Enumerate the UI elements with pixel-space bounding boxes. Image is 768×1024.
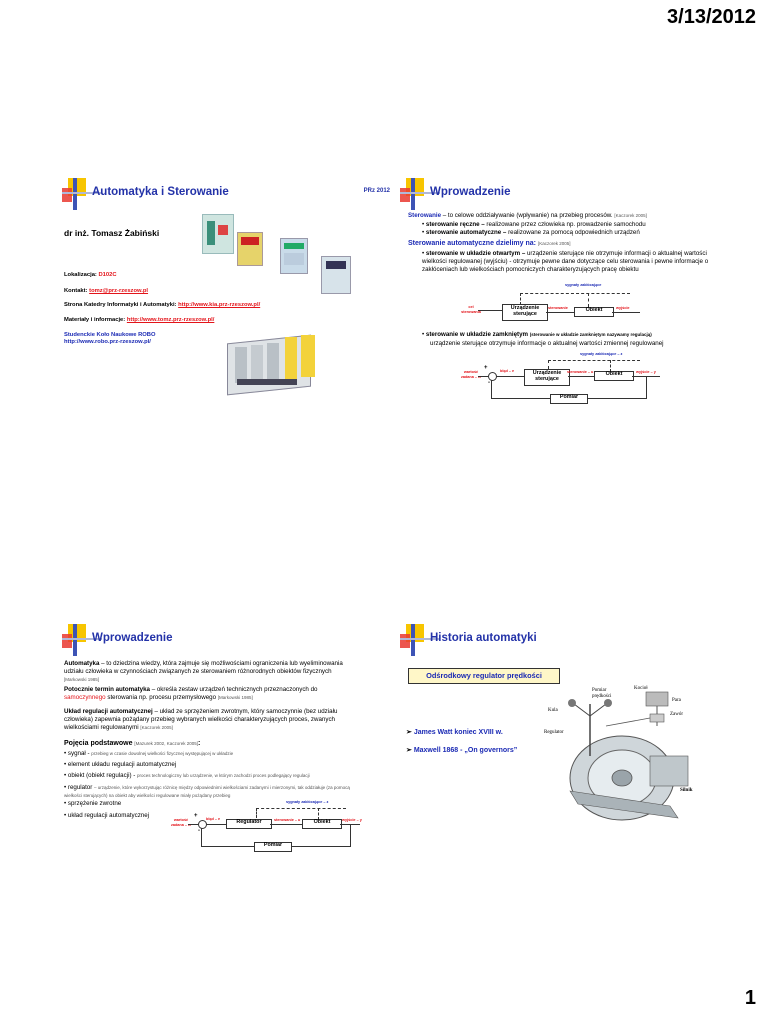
slide-tag: PRz 2012	[363, 188, 390, 194]
materials-url-link[interactable]: http://www.tomz.prz-rzeszow.pl/	[126, 317, 215, 323]
closed-loop-note: (sterowanie w układzie zamkniętym nazywamy regulacją)	[529, 332, 652, 337]
para-potocznie-text1: – określa zestaw urządzeń technicznych przeznaczonych do	[149, 686, 318, 693]
label-kociol: Kocioł	[634, 686, 648, 691]
concept-signal-label: sygnał -	[67, 750, 90, 757]
minus-sign: -	[198, 828, 200, 834]
concept-object: • obiekt (obiekt regulacji) - proces technologiczny lub urządzenie, w którym zachodzi proces podlegający regulacji	[64, 772, 310, 779]
slide-title: Wprowadzenie	[430, 186, 511, 198]
bullet-manual-term: sterowanie ręczne –	[425, 221, 485, 228]
para-automatyka-ref: [Markowski 1985]	[64, 676, 100, 682]
arrow-icon: ➢	[406, 729, 414, 736]
slide-title-page	[62, 178, 392, 418]
para-potocznie-term: Potocznie termin automatyka	[64, 686, 150, 693]
contact-label: Kontakt:	[64, 288, 88, 294]
minus-sign: -	[488, 380, 490, 386]
slide-title: Wprowadzenie	[92, 632, 173, 644]
location-line	[64, 272, 117, 279]
plant-block: Obiekt	[574, 307, 614, 317]
slide-title: Automatyka i Sterowanie	[92, 186, 229, 198]
bullet-manual-text: realizowane przez człowieka np. prowadzenie samochodu	[484, 221, 646, 228]
dept-line	[64, 302, 260, 309]
setpoint-label: wartość zadana – w	[170, 818, 192, 827]
contact-line	[64, 288, 148, 295]
bullet-automatic-text: realizowane za pomocą odpowiednich urządzeń	[506, 229, 640, 236]
output-label: wyjście – y	[636, 370, 656, 374]
materials-line	[64, 317, 214, 324]
para-potocznie-text2: sterowania np. procesu przemysłowego	[105, 693, 217, 701]
history-item-watt	[406, 729, 503, 738]
definition	[408, 212, 708, 220]
bullet-closed-loop: • sterowanie w układzie zamkniętym (sterowanie w układzie zamkniętym nazywamy regulacją)	[422, 331, 652, 338]
location-label: Lokalizacja:	[64, 272, 97, 278]
slide-introduction-1	[400, 178, 730, 418]
disturb-label: sygnały zakłócające – z	[286, 800, 329, 804]
concept-feedback-label: sprzężenie zwrotne	[67, 800, 122, 807]
bullet-automatic-term: sterowanie automatyczne –	[425, 229, 507, 236]
page-number: 1	[744, 987, 756, 1009]
history-item-maxwell-text: Maxwell 1868 - „On governors”	[413, 747, 518, 754]
contact-email-link[interactable]: tomz@prz-rzeszow.pl	[89, 288, 149, 294]
concept-object-note: proces technologiczny lub urządzenie, w którym zachodzi proces podlegający regulacji	[137, 773, 310, 778]
location-value: D102C	[98, 272, 117, 278]
para-automatyka-text: – to dziedzina wiedzy, która zajmuje się możliwościami ograniczenia lub wyeliminowania udziału człowieka w czynnościach związanych ze sterowaniem różnorodnych obiektów fizycznych	[64, 660, 343, 675]
definition-ref: [Kaczorek 2005]	[614, 213, 647, 218]
concept-signal: • sygnał - przebieg w czasie dowolnej wielkości fizycznej występującej w układzie	[64, 750, 234, 757]
history-item-maxwell	[406, 747, 517, 756]
concept-regulator: • regulator – urządzenie, które wykorzystując różnicę między odpowiednimi wielkościami zadanymi i mierzonymi, tak oddziałuje (za pomocą wielkości sterujących) na obiekt aby wielkości regulowane miały pożądany przebieg	[64, 784, 350, 798]
concept-regulator-label: regulator	[67, 784, 93, 791]
para-potocznie-ref: [Markowski 1985]	[217, 694, 253, 700]
bullet-open-loop: • sterowanie w układzie otwartym – urządzenie sterujące nie otrzymuje informacji o aktualnej wartości wielkości regulowanej (wyjściu) - otrzymuje pewne dane dotyczące celu sterowania i pewne informacje o zakłóceniach lub wielkościach pomocniczych charakteryzujących pracę obiektu	[422, 250, 709, 273]
closed-loop-term: sterowanie w układzie zamkniętym	[425, 331, 529, 338]
output-label: wyjście – y	[342, 818, 362, 822]
club-url[interactable]: http://www.robo.prz-rzeszow.pl/	[64, 339, 151, 345]
plus-sign: +	[484, 365, 488, 371]
materials-label: Materiały i informacje:	[64, 317, 126, 323]
governor-illustration	[550, 686, 700, 826]
concept-regulator-note: – urządzenie, które wykorzystując różnicę między odpowiednimi wielkościami zadanymi i mierzonymi, tak oddziałuje (za pomocą wielkości sterujących) na obiekt aby wielkości regulowane miały pożądany przebieg	[64, 785, 350, 798]
author: dr inż. Tomasz Żabiński	[64, 228, 160, 238]
label-regulator: Regulator	[544, 730, 564, 735]
club-name: Studenckie Koło Naukowe ROBO	[64, 332, 156, 338]
measure-block: Pomiar	[550, 394, 588, 404]
page-date: 3/13/2012	[667, 6, 756, 28]
closed-loop-text: urządzenie sterujące otrzymuje informacje o aktualnej wartości zmiennej regulowanej	[430, 340, 664, 347]
device-image-4	[321, 256, 351, 294]
concept-element-label: element układu regulacji automatycznej	[67, 761, 177, 768]
open-loop-diagram	[460, 283, 660, 327]
control-label: sterowanie	[548, 306, 568, 310]
para-uklad	[64, 708, 354, 731]
control-label: sterowanie – u	[274, 818, 301, 822]
definition-term: Sterowanie	[408, 212, 442, 219]
para-uklad-ref: [Kaczorek 2005]	[140, 724, 173, 730]
open-loop-term: sterowanie w układzie otwartym –	[425, 250, 526, 257]
concept-feedback: • sprzężenie zwrotne	[64, 800, 122, 807]
para-potocznie	[64, 686, 354, 702]
para-uklad-term: Układ regulacji automatycznej	[64, 708, 153, 715]
dept-url-link[interactable]: http://www.kia.prz-rzeszow.pl/	[178, 302, 261, 308]
label-para: Para	[672, 698, 681, 703]
definition-text: – to celowe oddziaływanie (wpływanie) na przebieg procesów.	[441, 212, 613, 219]
measure-block: Pomiar	[254, 842, 292, 852]
concepts-colon: :	[197, 740, 201, 747]
bullet-manual: • sterowanie ręczne – realizowane przez człowieka np. prowadzenie samochodu	[422, 221, 646, 228]
disturb-label: sygnały zakłócające – z	[580, 352, 623, 356]
label-silnik: Silnik	[680, 788, 693, 793]
error-label: błąd – e	[206, 817, 221, 821]
label-pomiar: Pomiar prędkości	[592, 688, 612, 700]
arrow-icon: ➢	[406, 747, 414, 754]
split-heading-ref: [Kaczorek 2005]	[537, 241, 571, 246]
device-image-3	[280, 238, 308, 274]
slide-history	[400, 624, 730, 824]
goal-label: cel sterowania	[461, 305, 481, 314]
concept-system-label: układ regulacji automatycznej	[67, 812, 150, 819]
setpoint-label: wartość zadana – w	[460, 370, 482, 379]
governor-heading-box: Odśrodkowy regulator prędkości	[408, 668, 560, 684]
concept-signal-note: przebieg w czasie dowolnej wielkości fizycznej występującej w układzie	[91, 751, 234, 756]
plant-block: Obiekt	[302, 819, 342, 829]
open-loop-text: urządzenie sterujące nie otrzymuje informacji o aktualnej wartości wielkości regulowanej (wyjściu) - otrzymuje pewne dane dotyczące celu sterowania i pewne informacje o zakłóceniach lub wielkościach pomocniczych charakteryzujących pracę obiektu	[422, 250, 709, 273]
regulator-diagram	[170, 800, 360, 854]
para-uklad-text: – układ ze sprzężeniem zwrotnym, który samoczynnie (bez udziału człowieka) zapewnia pożądany przebieg wybranych wielkości charakteryzujących proces, zwanych wielkościami regulowanymi	[64, 708, 338, 731]
device-image-1	[202, 214, 234, 254]
regulator-block: Regulator	[226, 819, 272, 829]
label-zawor: Zawór	[670, 712, 684, 717]
plc-photo	[227, 333, 327, 395]
plus-sign: +	[194, 813, 198, 819]
concepts-heading-ref: [Mazurek 2002, Kaczorek 2005]	[134, 741, 198, 746]
concepts-heading	[64, 740, 200, 749]
concept-system: • układ regulacji automatycznej	[64, 812, 150, 819]
output-label: wyjście	[616, 306, 630, 310]
controller-block: Urządzenie sterujące	[502, 304, 548, 321]
label-kula: Kula	[548, 708, 558, 713]
disturb-label: sygnały zakłócające	[565, 283, 602, 287]
error-label: błąd – e	[500, 369, 515, 373]
dept-label: Strona Katedry Informatyki i Automatyki:	[64, 302, 177, 308]
para-potocznie-red: samoczynnego	[64, 693, 106, 701]
para-automatyka-term: Automatyka	[64, 660, 100, 667]
governor-drawing	[544, 686, 700, 826]
split-heading	[408, 240, 570, 249]
concept-element: • element układu regulacji automatycznej	[64, 761, 177, 768]
closed-loop-diagram	[460, 350, 660, 404]
split-heading-text: Sterowanie automatyczne dzielimy na:	[408, 240, 536, 247]
control-label: sterowanie – u	[567, 370, 594, 374]
device-image-2	[237, 232, 263, 266]
plant-block: Obiekt	[594, 371, 634, 381]
slide-introduction-2	[62, 624, 362, 864]
history-item-watt-text: James Watt koniec XVIII w.	[413, 729, 503, 736]
controller-block: Urządzenie sterujące	[524, 369, 570, 386]
concepts-heading-text: Pojęcia podstawowe	[64, 740, 133, 747]
concept-object-label: obiekt (obiekt regulacji) -	[67, 772, 136, 779]
slide-title: Historia automatyki	[430, 632, 537, 644]
bullet-automatic: • sterowanie automatyczne – realizowane za pomocą odpowiednich urządzeń	[422, 229, 640, 236]
para-automatyka	[64, 660, 354, 683]
